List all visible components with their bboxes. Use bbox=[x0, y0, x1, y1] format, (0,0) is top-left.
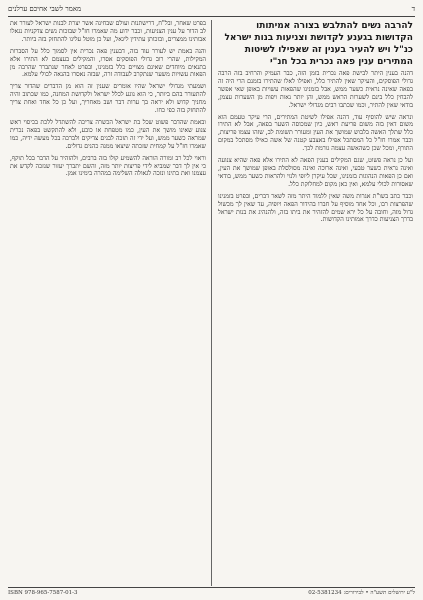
left-column bbox=[10, 20, 206, 586]
column-divider bbox=[211, 20, 212, 586]
footer bbox=[8, 588, 415, 598]
paragraph: ושמעתי מגדולי ישראל שהיו אומרים שענין זה הוא מן הדברים שהדור צריך להתעורר בהם ביותר, כי הוא נוגע לכלל ישראל ולקדושת המחנה, כמו שכתוב והיה מחניך קדוש ולא יראה בך ערות דבר ושב מאחריך, ועל כן כל אחד ואחת צריך להתחזק בזה כפי כחו. bbox=[10, 83, 206, 115]
section-title: להרבה נשים להתלבש בצורה אמיתותו הקדושות בגענע לקדושת וצניעות בנות ישראל כנ"ל ויש להעיר בענין זה שאפילו לשיטות המתירים ענין פאה נכרית בכל חנ"י bbox=[224, 21, 413, 67]
paragraph: ועל כן נראה פשוט, שגם המקילים בענין הפאה לא התירו אלא פאה שהיא צנועה ואינה נראית כשער טבעי, ואינה ארוכה ואינה מסולסלת באופן שמושך את העין, ואם כן הפאות הנהוגות בזמנינו, שכל עיקרן ליופי ולנוי ולהראות כשער ממש, בודאי שאסורות לכולי עלמא, ואין כאן מקום למחלוקת כלל. bbox=[218, 157, 413, 188]
running-header bbox=[8, 3, 415, 15]
paragraph: וכבר כתב בשו"ת אגרות משה שאין ללמוד היתר מזה לשאר דברים, ובפרט בזמנינו שהפרצות רבו, וכל אחד מוסיף על חברו בהידור הפאה ויופיה, עד שאין לך מכשול גדול מזה, וחובה על כל ירא שמים להזהיר את ביתו בזה, ולהנהיג את בנות ישראל בדרך הצניעות כדרך אמותינו הקדושות. bbox=[218, 192, 413, 224]
right-column bbox=[218, 20, 413, 586]
paragraph: דהנה בענין היתר לבישת פאה נכרית בזמן הזה, כבר העמיק והרחיב בזה הרבה גדולי הפוסקים, והעיקר שאין להתיר כלל, ואפילו לאלו שהתירו בזמנם הרי היה זה בפאה שאינה נראית כשער ממש, אבל בזמנינו שהפאות עשויות באופן שאי אפשר להבחין כלל בינם לשערות הראש ממש, והן יותר נאות ויפות מן השערות עצמן, בודאי שאין להתיר, וכמו שכתבו רבים מגדולי ישראל. bbox=[218, 70, 413, 109]
footer-right-text: ל"ע ירושלים תשע"ה • לבירורים: 02-5381234 bbox=[308, 590, 415, 596]
paragraph: בפרט שאחר, ובל"ח, דרישתנות ועולם שבחינה אשר יצרת לבנות ישראל לעורר את לב הדור על ענין הצניעות, וכבר ידוע מה שאמרו חז"ל שבזכות נשים צדקניות נגאלו אבותינו ממצרים, ובזכותן עתידין ליגאל, ועל כן מוטל עלינו להתחזק בזה ביותר. bbox=[10, 20, 206, 43]
header-rule bbox=[8, 16, 415, 17]
paragraph: ונראה שיש להוסיף עוד, דהנה אפילו לשיטת המתירים, הרי עיקר טעמם הוא משום דאין בזה משום פריעת ראש, כיון שמכוסה השער בפאה, אבל לא התירו כלל שתלך האשה בלבוש שמושך את העין ומעורר תשומת לב, שזהו עצמו פריצות, וכבר אמרו חז"ל כל המסתכל אפילו באצבע קטנה של אשה כאילו מסתכל במקום התורף, ומכל שכן כשהאשה עצמה גורמת לכך. bbox=[218, 113, 413, 153]
paragraph: ובאמת שהדבר פשוט שכל בת ישראל הכשרה צריכה להשתדל ללכת בכיסוי ראש צנוע שאינו מושך את העין, כמו מטפחת או כובע, ולא להתקשט בפאה נכרית שמראה כשער ממש, ועל ידי זה תזכה לבנים צדיקים ולברכה בכל מעשה ידיה, כמו שאמרו חז"ל על קמחית שזכתה שיצאו ממנה כהנים גדולים. bbox=[10, 118, 206, 150]
page-number: ד bbox=[411, 5, 415, 13]
paragraph: וראוי לכל רב ומורה הוראה להשמיע קולו בזה ברבים, ולהזהיר על הדבר בכל תוקף, כי אין לך דבר שמביא לידי פריצות יותר מזה, והשם יתברך יעזור שנזכה לקדש את עצמנו ואת בתינו ונזכה לגאולה השלימה במהרה בימינו אמן. bbox=[10, 154, 206, 178]
paragraph: והנה באמת יש לעורר עוד בזה, דבענין פאה נכרית אין לסמוך כלל על הסברות המקילות, שהרי רוב גדולי הפוסקים אסרו, והמקילים בעצמם לא התירו אלא בתנאים מיוחדים שאינם מצויים כלל בזמנינו, ובפרט לאחר שנתברר שהרבה מן הפאות עשויות משער שנתקרב לעבודה זרה, שבזה נאסרו בהנאה לכולי עלמא. bbox=[10, 47, 206, 79]
footer-left-text: ISBN 978-965-7587-01-3 bbox=[8, 590, 78, 596]
running-title: מאמר לשבי אחיכם ערלנים bbox=[8, 5, 82, 13]
